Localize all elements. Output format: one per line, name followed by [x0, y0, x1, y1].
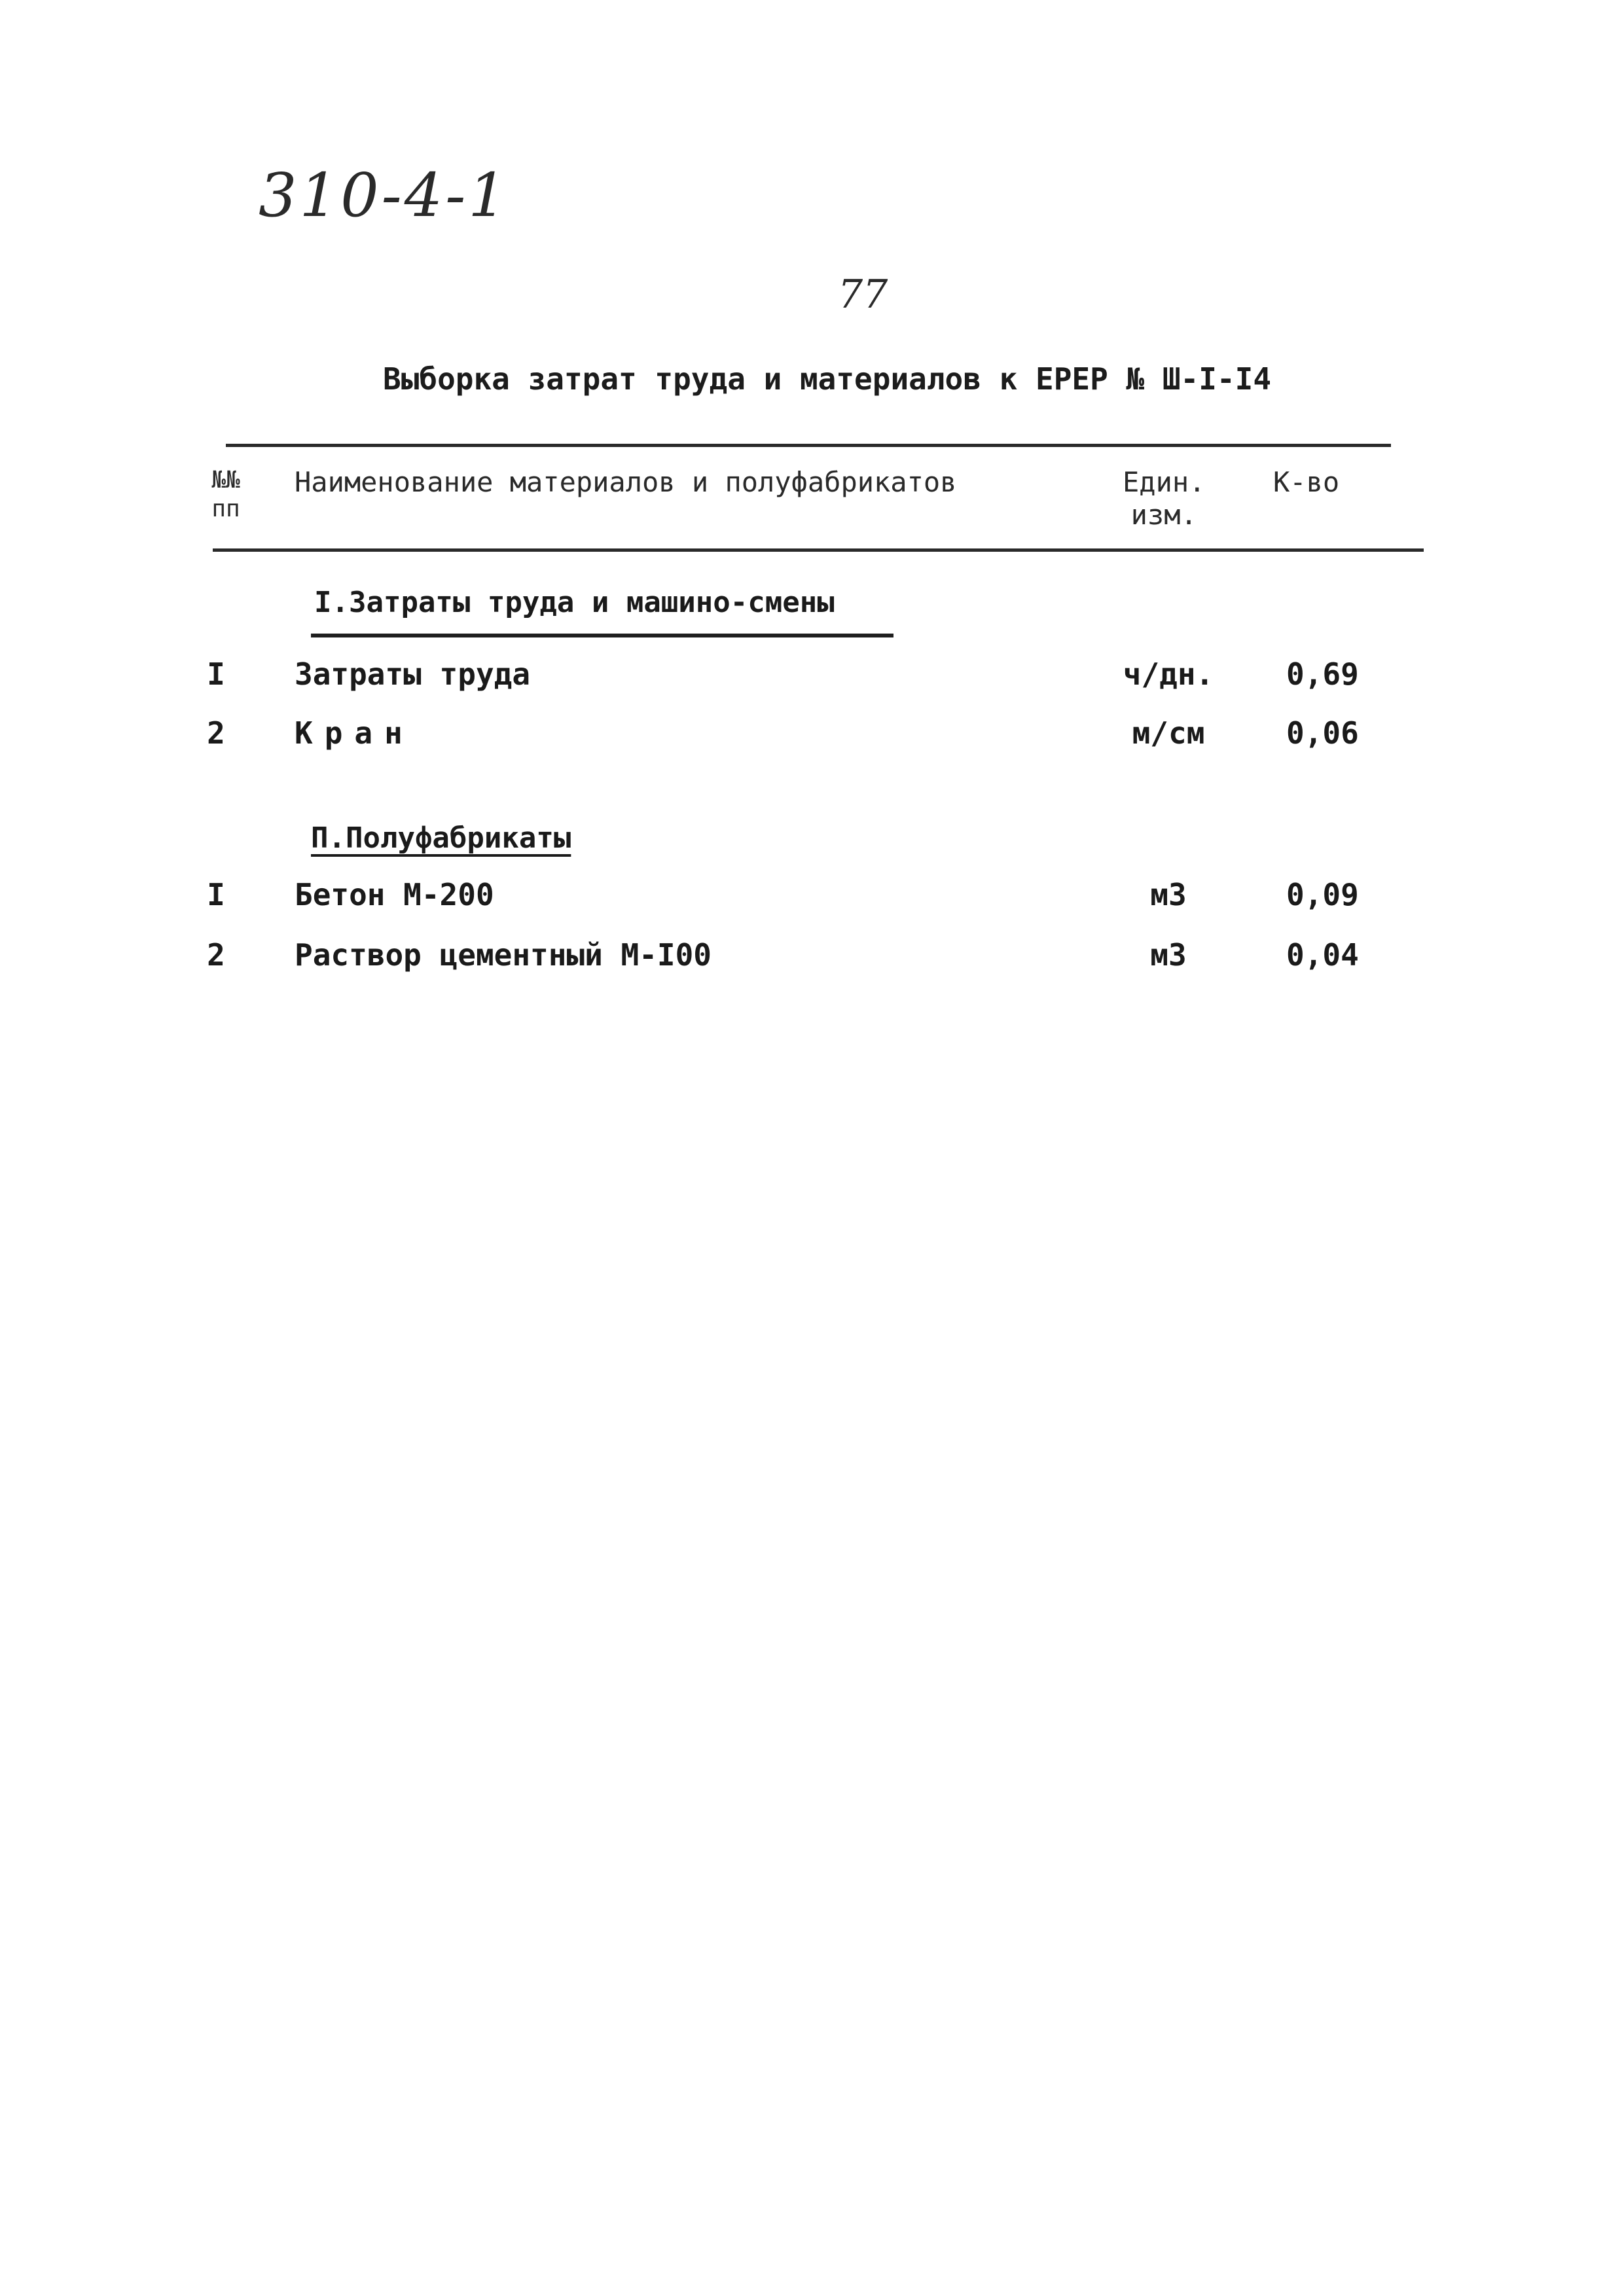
row-unit: м/см [1132, 715, 1205, 751]
row-quantity: 0,04 [1286, 937, 1359, 973]
table-top-rule [226, 444, 1391, 447]
page-number: 77 [838, 272, 888, 317]
table-header-rule [213, 548, 1424, 552]
table-row [0, 656, 1624, 696]
table-row [0, 877, 1624, 916]
row-number: I [207, 656, 225, 692]
row-quantity: 0,06 [1286, 715, 1359, 751]
row-number: I [207, 877, 225, 912]
section-title-underline [311, 634, 893, 637]
row-quantity: 0,69 [1286, 656, 1359, 692]
row-number: 2 [207, 937, 225, 973]
document-code: 310-4-1 [259, 160, 509, 230]
row-quantity: 0,09 [1286, 877, 1359, 912]
column-header-name: Наименование материалов и полуфабрикатов [295, 466, 957, 498]
row-unit: ч/дн. [1123, 656, 1214, 692]
row-unit: м3 [1150, 937, 1187, 973]
column-header-unit: Един. изм. [1123, 466, 1206, 531]
table-row [0, 715, 1624, 755]
column-header-number: №№ пп [211, 467, 240, 522]
row-name: Затраты труда [295, 656, 531, 692]
page-title: Выборка затрат труда и материалов к ЕРЕР № Ш-I-I4 [383, 361, 1272, 397]
column-header-quantity: К-во [1273, 466, 1340, 498]
row-unit: м3 [1150, 877, 1187, 912]
row-name: Раствор цементный М-I00 [295, 937, 712, 973]
table-row [0, 937, 1624, 977]
section-title-semi-products: П.Полуфабрикаты [311, 821, 571, 855]
row-name: Бетон М-200 [295, 877, 494, 912]
section-title-labor: I.Затраты труда и машино-смены [314, 586, 835, 619]
row-number: 2 [207, 715, 225, 751]
row-name: Кран [295, 715, 414, 751]
